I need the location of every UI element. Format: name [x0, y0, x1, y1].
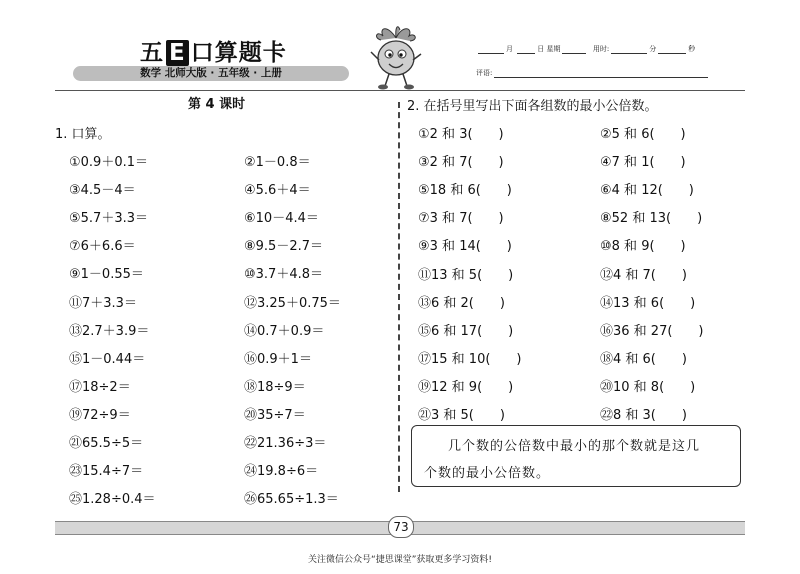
- section2-item: ㉑3 和 5( ): [418, 408, 505, 423]
- section1-item: ⑮1－0.44＝: [69, 351, 146, 367]
- section2-item: ⑱4 和 6( ): [600, 351, 687, 367]
- section2-item: ⑬6 和 2( ): [418, 295, 505, 311]
- section1-item: ⑱18÷9＝: [244, 379, 306, 395]
- section1-item: ⑲72÷9＝: [69, 407, 131, 423]
- section1-item: ㉒21.36÷3＝: [244, 436, 327, 451]
- section1-item: ㉖65.65÷1.3＝: [244, 492, 339, 508]
- section1-item: ④5.6＋4＝: [244, 183, 311, 199]
- section1-item: ②1－0.8＝: [244, 155, 311, 170]
- section1-item: ⑭0.7＋0.9＝: [244, 323, 325, 339]
- section1-item: ⑬2.7＋3.9＝: [69, 323, 150, 339]
- section1-item: ⑩3.7＋4.8＝: [244, 267, 324, 283]
- section2-item: ⑧52 和 13( ): [600, 211, 703, 227]
- date-time-fields: 月 日 星期 用时: 分 秒: [476, 44, 695, 54]
- section1-item: ⑤5.7＋3.3＝: [69, 211, 149, 227]
- section2-item: ㉒8 和 3( ): [600, 408, 687, 423]
- section1-item: ⑪7＋3.3＝: [69, 295, 137, 311]
- section2-item: ⑥4 和 12( ): [600, 183, 694, 199]
- section2-item: ⑫4 和 7( ): [600, 267, 687, 283]
- section1-item: ⑰18÷2＝: [69, 379, 131, 395]
- tip-box: [411, 425, 741, 487]
- section2-item: ⑯36 和 27( ): [600, 323, 704, 339]
- section1-item: ⑨1－0.55＝: [69, 267, 144, 283]
- minutes-blank[interactable]: [611, 45, 647, 54]
- section2-item: ④7 和 1( ): [600, 155, 686, 171]
- lesson-title: 第 4 课时: [188, 97, 246, 112]
- section1-item: ㉔19.8÷6＝: [244, 464, 319, 480]
- column-divider: [398, 102, 400, 492]
- header-rule: [55, 90, 745, 91]
- section1-item: ⑦6＋6.6＝: [69, 239, 136, 255]
- section2-item: ⑩8 和 9( ): [600, 239, 686, 255]
- section2-heading: 2. 在括号里写出下面各组数的最小公倍数。: [407, 99, 658, 114]
- section1-item: ①0.9＋0.1＝: [69, 155, 149, 170]
- section2-item: ⑰15 和 10( ): [418, 351, 522, 367]
- section1-item: ㉓15.4÷7＝: [69, 464, 144, 480]
- radish-mascot-icon: [367, 22, 425, 90]
- page-number: 73: [388, 516, 414, 538]
- section2-item: ⑪13 和 5( ): [418, 267, 514, 283]
- section2-item: ②5 和 6( ): [600, 127, 686, 142]
- comment-blank[interactable]: [494, 69, 708, 78]
- tip-line-2: 个数的最小公倍数。: [424, 466, 551, 481]
- section2-item: ⑭13 和 6( ): [600, 295, 696, 311]
- section2-item: ③2 和 7( ): [418, 155, 504, 171]
- page-title: 五 E 口算题卡: [140, 40, 287, 66]
- month-blank[interactable]: [478, 45, 504, 54]
- section1-item: ⑧9.5－2.7＝: [244, 239, 324, 255]
- seconds-blank[interactable]: [658, 45, 686, 54]
- title-letter-badge: E: [166, 40, 189, 66]
- weekday-blank[interactable]: [562, 45, 586, 54]
- day-blank[interactable]: [517, 45, 535, 54]
- subtitle-bar: 数学 北师大版 · 五年级 · 上册: [73, 66, 349, 81]
- section2-item: ⑦3 和 7( ): [418, 211, 504, 227]
- comment-field: 评语:: [476, 68, 710, 78]
- section1-item: ⑫3.25＋0.75＝: [244, 295, 341, 311]
- section1-item: ㉕1.28÷0.4＝: [69, 492, 156, 508]
- section1-heading: 1. 口算。: [55, 127, 111, 142]
- section2-item: ⑲12 和 9( ): [418, 379, 514, 395]
- section2-item: ①2 和 3( ): [418, 127, 504, 142]
- section1-item: ⑥10－4.4＝: [244, 211, 319, 227]
- section2-item: ⑨3 和 14( ): [418, 239, 512, 255]
- section1-item: ㉑65.5÷5＝: [69, 436, 144, 451]
- section1-item: ⑳35÷7＝: [244, 407, 306, 423]
- section1-item: ③4.5－4＝: [69, 183, 136, 199]
- section1-item: ⑯0.9＋1＝: [244, 351, 312, 367]
- section2-item: ⑮6 和 17( ): [418, 323, 514, 339]
- tip-line-1: 几个数的公倍数中最小的那个数就是这几: [448, 439, 701, 454]
- section2-item: ⑳10 和 8( ): [600, 379, 696, 395]
- section2-item: ⑤18 和 6( ): [418, 183, 512, 199]
- footer-text: 关注微信公众号“捷思课堂”获取更多学习资料!: [308, 555, 492, 565]
